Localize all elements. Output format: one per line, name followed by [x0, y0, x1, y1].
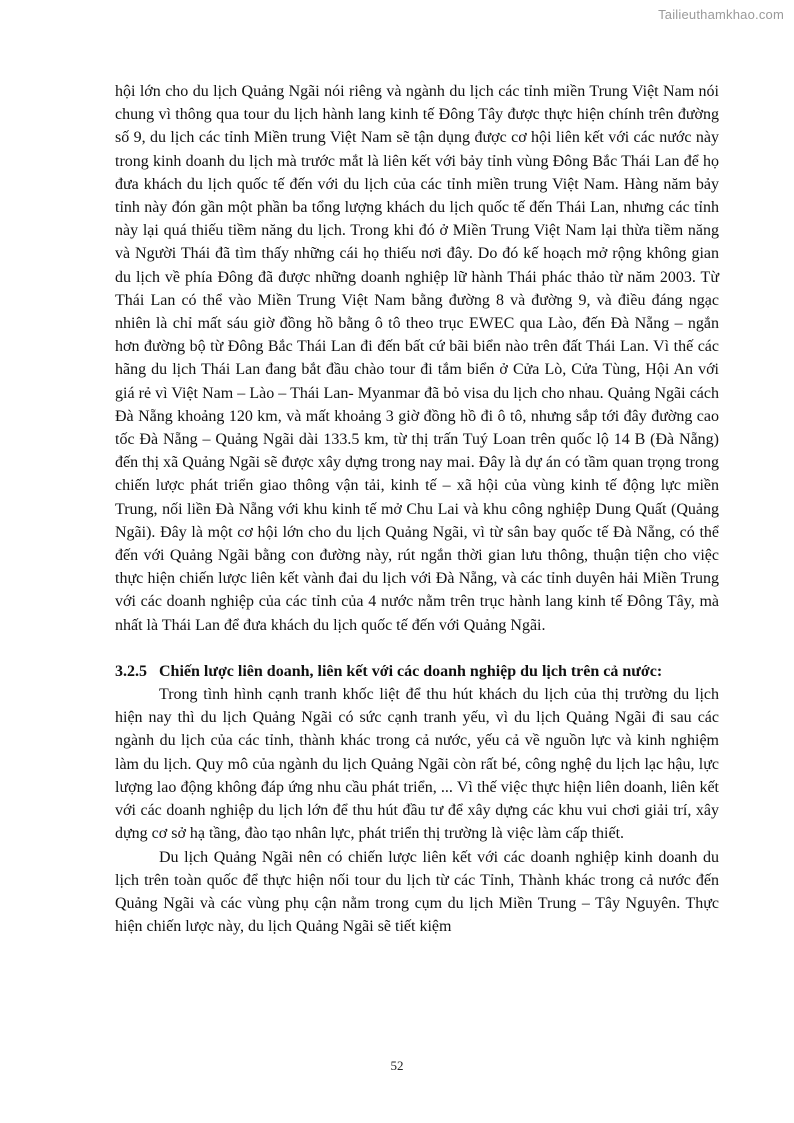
- watermark-text: Tailieuthamkhao.com: [658, 7, 784, 22]
- page-body: [115, 80, 719, 938]
- body-paragraph: Trong tình hình cạnh tranh khốc liệt để thu hút khách du lịch của thị trường du lịch hiện nay thì du lịch Quảng Ngãi có sức cạnh tranh yếu, vì du lịch Quảng Ngãi đi sau các ngành du lịch của các tỉnh, thành khác trong cả nước, yếu cả về nguồn lực và kinh nghiệm làm du lịch. Quy mô của ngành du lịch Quảng Ngãi còn rất bé, công nghệ du lịch lạc hậu, lực lượng lao động không đáp ứng nhu cầu phát triển, ... Vì thế việc thực hiện liên doanh, liên kết với các doanh nghiệp du lịch lớn để thu hút đầu tư để xây dựng các khu vui chơi giải trí, xây dựng cơ sở hạ tầng, đào tạo nhân lực, phát triển thị trường là việc làm cấp thiết.: [115, 686, 719, 843]
- section-heading: [115, 660, 719, 683]
- section-number: 3.2.5: [115, 662, 147, 680]
- body-paragraph: Du lịch Quảng Ngãi nên có chiến lược liên kết với các doanh nghiệp kinh doanh du lịch trên toàn quốc để thực hiện nối tour du lịch từ các Tỉnh, Thành khác trong cả nước đến Quảng Ngãi và các vùng phụ cận nằm trong cụm du lịch Miền Trung – Tây Nguyên. Thực hiện chiến lược này, du lịch Quảng Ngãi sẽ tiết kiệm: [115, 848, 719, 936]
- page-number: 52: [390, 1058, 404, 1073]
- body-paragraph: hội lớn cho du lịch Quảng Ngãi nói riêng và ngành du lịch các tỉnh miền Trung Việt Nam nói chung vì thông qua tour du lịch hành lang kinh tế Đông Tây được thực hiện chính trên đường số 9, du lịch các tỉnh Miền trung Việt Nam sẽ tận dụng được cơ hội liên kết với các nước này trong kinh doanh du lịch mà trước mắt là liên kết với bảy tỉnh vùng Đông Bắc Thái Lan để họ đưa khách du lịch quốc tế đến với du lịch của các tỉnh miền trung Việt Nam. Hàng năm bảy tỉnh này đón gần một phần ba tổng lượng khách du lịch quốc tế đến Thái Lan, nhưng các tỉnh này lại quá thiếu tiềm năng du lịch. Trong khi đó ở Miền Trung Việt Nam lại thừa tiềm năng và Người Thái đã tìm thấy những cái họ thiếu nơi đây. Do đó kế hoạch mở rộng không gian du lịch về phía Đông đã được những doanh nghiệp lữ hành Thái phác thảo từ năm 2003. Từ Thái Lan có thể vào Miền Trung Việt Nam bằng đường 8 và đường 9, và điều đáng ngạc nhiên là chỉ mất sáu giờ đồng hồ bằng ô tô theo trục EWEC qua Lào, đến Đà Nẵng – ngắn hơn đường bộ từ Đông Bắc Thái Lan đi đến bất cứ bãi biển nào trên đất Thái Lan. Vì thế các hãng du lịch Thái Lan đang bắt đầu chào tour đi tắm biển ở Cửa Lò, Cửa Tùng, Hội An với giá rẻ vì Việt Nam – Lào – Thái Lan- Myanmar đã bỏ visa du lịch cho nhau. Quảng Ngãi cách Đà Nẵng khoảng 120 km, và mất khoảng 3 giờ đồng hồ đi ô tô, nhưng sắp tới đây đường cao tốc Đà Nẵng – Quảng Ngãi dài 133.5 km, từ thị trấn Tuý Loan trên quốc lộ 14 B (Đà Nẵng) đến thị xã Quảng Ngãi sẽ được xây dựng trong nay mai. Đây là dự án có tầm quan trọng trong chiến lược phát triển giao thông vận tải, kinh tế – xã hội của vùng kinh tế động lực miền Trung, nối liền Đà Nẵng với khu kinh tế mở Chu Lai và khu công nghiệp Dung Quất (Quảng Ngãi). Đây là một cơ hội lớn cho du lịch Quảng Ngãi, vì từ sân bay quốc tế Đà Nẵng, có thể đến với Quảng Ngãi bằng con đường này, rút ngắn thời gian lưu thông, thuận tiện cho việc thực hiện chiến lược liên kết vành đai du lịch với Đà Nẵng, và các tỉnh duyên hải Miền Trung với các doanh nghiệp của các tỉnh của 4 nước nằm trên trục hành lang kinh tế Đông Tây, mà nhất là Thái Lan để đưa khách du lịch quốc tế đến với Quảng Ngãi.: [115, 83, 719, 634]
- section-title: Chiến lược liên doanh, liên kết với các doanh nghiệp du lịch trên cả nước:: [159, 662, 663, 680]
